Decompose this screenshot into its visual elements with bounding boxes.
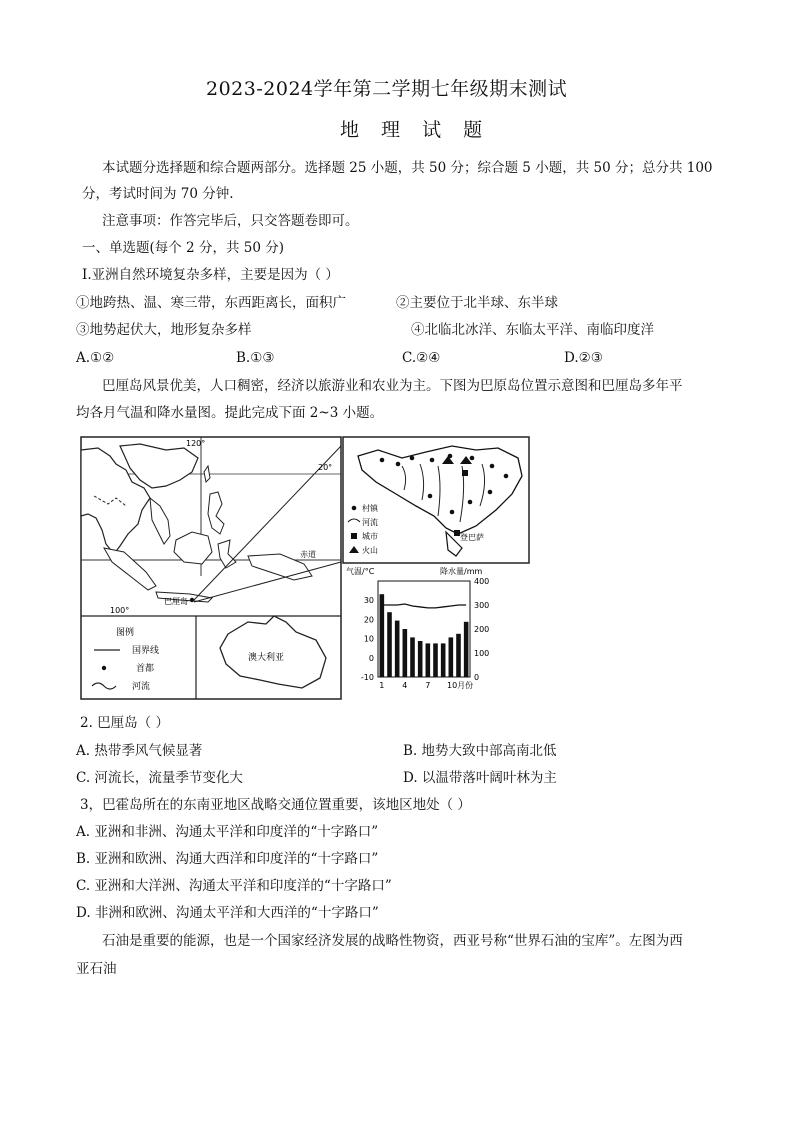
bali-marker xyxy=(190,598,194,602)
precipitation-bar xyxy=(456,634,461,677)
precipitation-bar xyxy=(395,621,400,677)
left-axis-title: 气温/°C xyxy=(346,567,375,576)
q1-option-c: C.②④ xyxy=(402,350,441,366)
southeast-asia-location-map xyxy=(80,436,342,700)
q2-option-c: C. 河流长，流量季节变化大 xyxy=(76,770,243,786)
legend-capital-label: 首都 xyxy=(136,664,155,674)
left-tick-label: 0 xyxy=(368,653,374,663)
lat-20-label: 20° xyxy=(318,463,333,472)
right-tick-label: 300 xyxy=(474,601,490,610)
lon-120-label: 120° xyxy=(186,439,206,448)
legend-city-label: 城市 xyxy=(362,532,378,541)
left-tick-label: 10 xyxy=(363,634,374,644)
notice-text: 注意事项：作答完毕后，只交答题卷即可。 xyxy=(102,213,359,229)
australia-label: 澳大利亚 xyxy=(248,653,285,663)
passage-2-line-2: 亚石油 xyxy=(76,961,117,977)
right-tick-label: 200 xyxy=(474,625,490,634)
legend-volcano-label: 火山 xyxy=(362,546,378,555)
precipitation-bar xyxy=(403,629,408,677)
legend-capital-symbol xyxy=(102,666,106,670)
lon-100-label: 100° xyxy=(110,606,130,615)
q2-option-b: B. 地势大致中部高南北低 xyxy=(403,743,557,759)
x-tick-label: 1 xyxy=(379,681,385,690)
q2-option-a: A. 热带季风气候显著 xyxy=(76,743,203,759)
q1-stem: Ⅰ.亚洲自然环境复杂多样，主要是因为（ ） xyxy=(82,267,339,283)
q1-item-2: ②主要位于北半球、东半球 xyxy=(396,295,558,311)
precipitation-bar xyxy=(387,612,392,677)
equator-label: 赤道 xyxy=(300,550,316,559)
intro-line-2: 分，考试时间为 70 分钟. xyxy=(82,186,234,202)
q2-option-d: D. 以温带落叶阔叶林为主 xyxy=(403,770,557,786)
precipitation-bar xyxy=(380,594,385,677)
left-tick-label: 20 xyxy=(363,615,374,625)
bali-island-map xyxy=(342,436,530,564)
q1-item-3: ③地势起伏大，地形复杂多样 xyxy=(76,322,252,338)
bali-label: 巴厘岛 xyxy=(164,597,188,606)
q3-option-b: B. 亚洲和欧洲、沟通大西洋和印度洋的“十字路口” xyxy=(76,851,379,867)
passage-1-line-1: 巴厘岛风景优美，人口稠密，经济以旅游业和农业为主。下图为巴原岛位置示意图和巴厘岛多年平 xyxy=(102,378,683,394)
passage-1-line-2: 均各月气温和降水量图。提此完成下面 2~3 小题。 xyxy=(76,405,384,421)
passage-2-line-1: 石油是重要的能源，也是一个国家经济发展的战略性物资，西亚号称“世界石油的宝库”。左图为西 xyxy=(102,933,683,949)
right-axis-title: 降水量/mm xyxy=(440,567,483,576)
x-tick-label: 4 xyxy=(402,681,408,690)
precipitation-bar xyxy=(433,643,438,677)
x-tick-label: 7 xyxy=(425,681,431,690)
precipitation-bar xyxy=(410,637,415,677)
precipitation-bar xyxy=(449,637,454,677)
legend-city-symbol xyxy=(351,533,357,539)
q1-option-b: B.①③ xyxy=(236,350,275,366)
city-symbol-1 xyxy=(462,470,468,476)
q1-option-d: D.②③ xyxy=(564,350,603,366)
q1-item-1: ①地跨热、温、寒三带，东西距离长，面积广 xyxy=(76,295,346,311)
precipitation-bar xyxy=(426,643,431,677)
right-tick-label: 0 xyxy=(474,673,480,682)
precipitation-bar xyxy=(464,622,469,677)
exam-title: 2023-2024学年第二学期七年级期末测试 xyxy=(206,78,568,100)
legend-river-label: 河流 xyxy=(132,682,151,692)
legend-title: 图例 xyxy=(116,628,135,638)
q3-option-a: A. 亚洲和非洲、沟通太平洋和印度洋的“十字路口” xyxy=(76,824,379,840)
legend-river-label: 河流 xyxy=(362,518,378,527)
right-tick-label: 400 xyxy=(474,577,490,586)
section-heading: 一、单选题(每个 2 分，共 50 分) xyxy=(82,240,284,256)
left-tick-label: -10 xyxy=(360,673,374,682)
precipitation-bar xyxy=(441,643,446,677)
q3-option-d: D. 非洲和欧洲、沟通太平洋和大西洋的“十字路口” xyxy=(76,905,379,921)
denpasar-label: 登巴萨 xyxy=(460,533,484,542)
intro-line-1: 本试题分选择题和综合题两部分。选择题 25 小题，共 50 分；综合题 5 小题，共 50 分；总分共 100 xyxy=(102,160,713,176)
right-tick-label: 100 xyxy=(474,649,490,658)
legend-border-label: 国界线 xyxy=(132,646,160,656)
bali-climate-chart xyxy=(342,565,502,695)
q1-item-4: ④北临北冰洋、东临太平洋、南临印度洋 xyxy=(411,322,654,338)
x-tick-label: 10月份 xyxy=(447,681,474,690)
legend-village-label: 村镇 xyxy=(362,504,378,513)
exam-subject-title: 地 理 试 题 xyxy=(340,119,491,141)
q1-option-a: A.①② xyxy=(76,350,115,366)
q2-stem: 2. 巴厘岛（ ） xyxy=(80,715,169,731)
q3-stem: 3，巴霍岛所在的东南亚地区战略交通位置重要，该地区地处（ ） xyxy=(80,797,471,813)
precipitation-bar xyxy=(418,641,423,677)
q3-option-c: C. 亚洲和大洋洲、沟通太平洋和印度洋的“十字路口” xyxy=(76,878,392,894)
legend-village-symbol xyxy=(352,506,357,511)
left-tick-label: 30 xyxy=(363,596,374,606)
